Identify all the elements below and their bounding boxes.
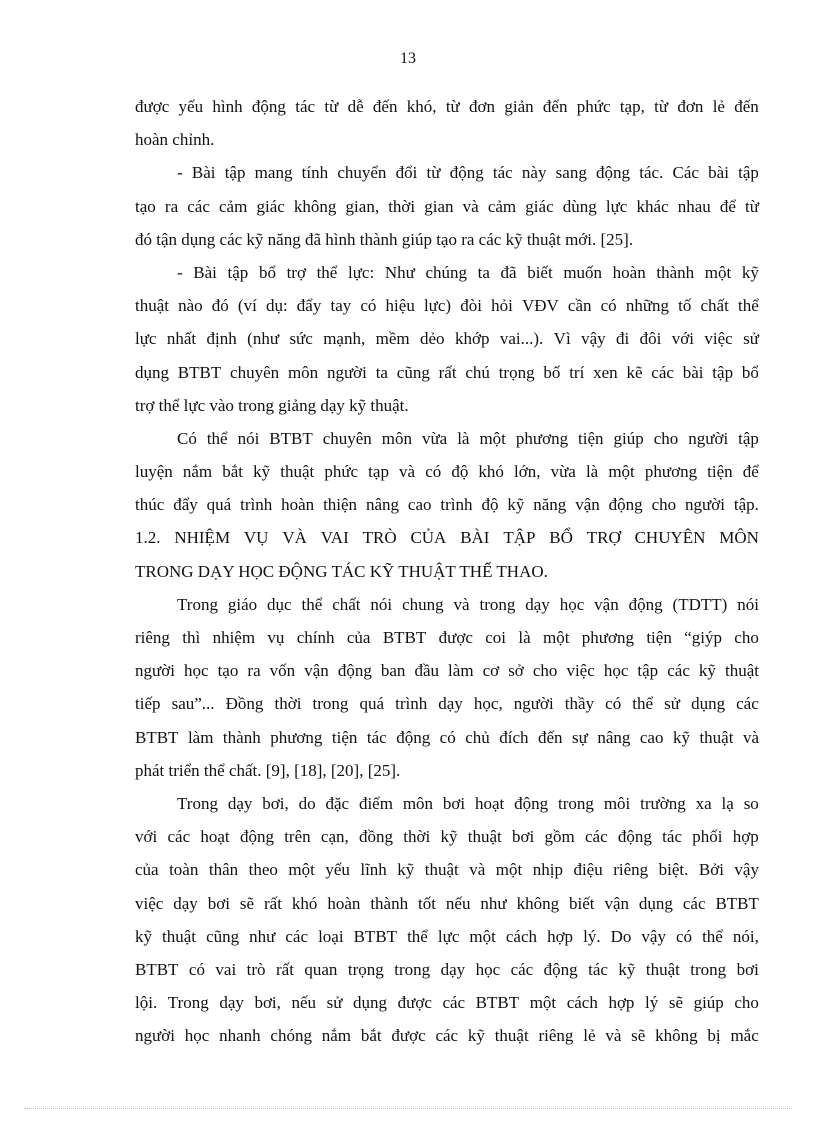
text-line: với các hoạt động trên cạn, đồng thời kỹ thuật bơi gồm các động tác phối hợp [135, 827, 759, 847]
text-line: được yếu hình động tác từ dễ đến khó, từ đơn giản đến phức tạp, từ đơn lẻ đến [135, 97, 759, 116]
text-line: Trong giáo dục thể chất nói chung và trong dạy học vận động (TDTT) nói [177, 594, 759, 614]
text-line: thúc đẩy quá trình hoàn thiện nâng cao trình độ kỹ năng vận động cho người tập. [135, 495, 759, 515]
text-line: đó tận dụng các kỹ năng đã hình thành giúp tạo ra các kỹ thuật mới. [25]. [135, 229, 634, 249]
page-bottom-rule [24, 1108, 792, 1109]
text-line: việc dạy bơi sẽ rất khó hoàn thành tốt nếu như không biết vận dụng các BTBT [135, 893, 759, 913]
text-line: Có thể nói BTBT chuyên môn vừa là một phương tiện giúp cho người tập [177, 428, 759, 448]
text-line: tạo ra các cảm giác không gian, thời gian và cảm giác dùng lực khác nhau để từ [135, 196, 759, 216]
text-line: phát triển thể chất. [9], [18], [20], [25]. [135, 760, 401, 780]
text-line: người học nhanh chóng nắm bắt được các kỹ thuật riêng lẻ và sẽ không bị mắc [135, 1026, 759, 1046]
text-line: 1.2. NHIỆM VỤ VÀ VAI TRÒ CỦA BÀI TẬP BỔ TRỢ CHUYÊN MÔN [135, 528, 759, 548]
text-line: - Bài tập mang tính chuyển đổi từ động tác này sang động tác. Các bài tập [177, 163, 759, 183]
page-number: 13 [400, 50, 416, 67]
text-line: dụng BTBT chuyên môn người ta cũng rất chú trọng bố trí xen kẽ các bài tập bổ [135, 362, 759, 382]
text-line: hoàn chỉnh. [135, 130, 215, 150]
text-line: thuật nào đó (ví dụ: đẩy tay có hiệu lực) đòi hỏi VĐV cần có những tố chất thể [135, 296, 759, 316]
text-line: TRONG DẠY HỌC ĐỘNG TÁC KỸ THUẬT THỂ THAO. [135, 561, 548, 581]
text-line: trợ thể lực vào trong giảng dạy kỹ thuật. [135, 395, 409, 415]
text-line: lực nhất định (như sức mạnh, mềm dẻo khớp vai...). Vì vậy đi đôi với việc sử [135, 329, 759, 349]
text-line: của toàn thân theo một yếu lĩnh kỹ thuật và một nhịp điệu riêng biệt. Bởi vậy [135, 860, 759, 880]
text-line: Trong dạy bơi, do đặc điểm môn bơi hoạt động trong môi trường xa lạ so [177, 793, 759, 813]
text-line: BTBT làm thành phương tiện tác động có chủ đích đến sự nâng cao kỹ thuật và [135, 727, 759, 747]
text-line: luyện nắm bắt kỹ thuật phức tạp và có độ khó lớn, vừa là một phương tiện để [135, 462, 759, 482]
text-line: BTBT có vai trò rất quan trọng trong dạy học các động tác kỹ thuật trong bơi [135, 959, 759, 979]
text-line: người học tạo ra vốn vận động ban đầu làm cơ sở cho việc học tập các kỹ thuật [135, 661, 759, 681]
text-line: kỹ thuật cũng như các loại BTBT thể lực một cách hợp lý. Do vậy có thể nói, [135, 926, 759, 946]
text-line: lội. Trong dạy bơi, nếu sử dụng được các BTBT một cách hợp lý sẽ giúp cho [135, 993, 759, 1013]
document-body [135, 90, 759, 1052]
text-line: riêng thì nhiệm vụ chính của BTBT được coi là một phương tiện “giýp cho [135, 628, 759, 647]
text-line: tiếp sau”... Đồng thời trong quá trình dạy học, người thầy có thể sử dụng các [135, 694, 759, 714]
text-line: - Bài tập bổ trợ thể lực: Như chúng ta đã biết muốn hoàn thành một kỹ [177, 262, 759, 282]
